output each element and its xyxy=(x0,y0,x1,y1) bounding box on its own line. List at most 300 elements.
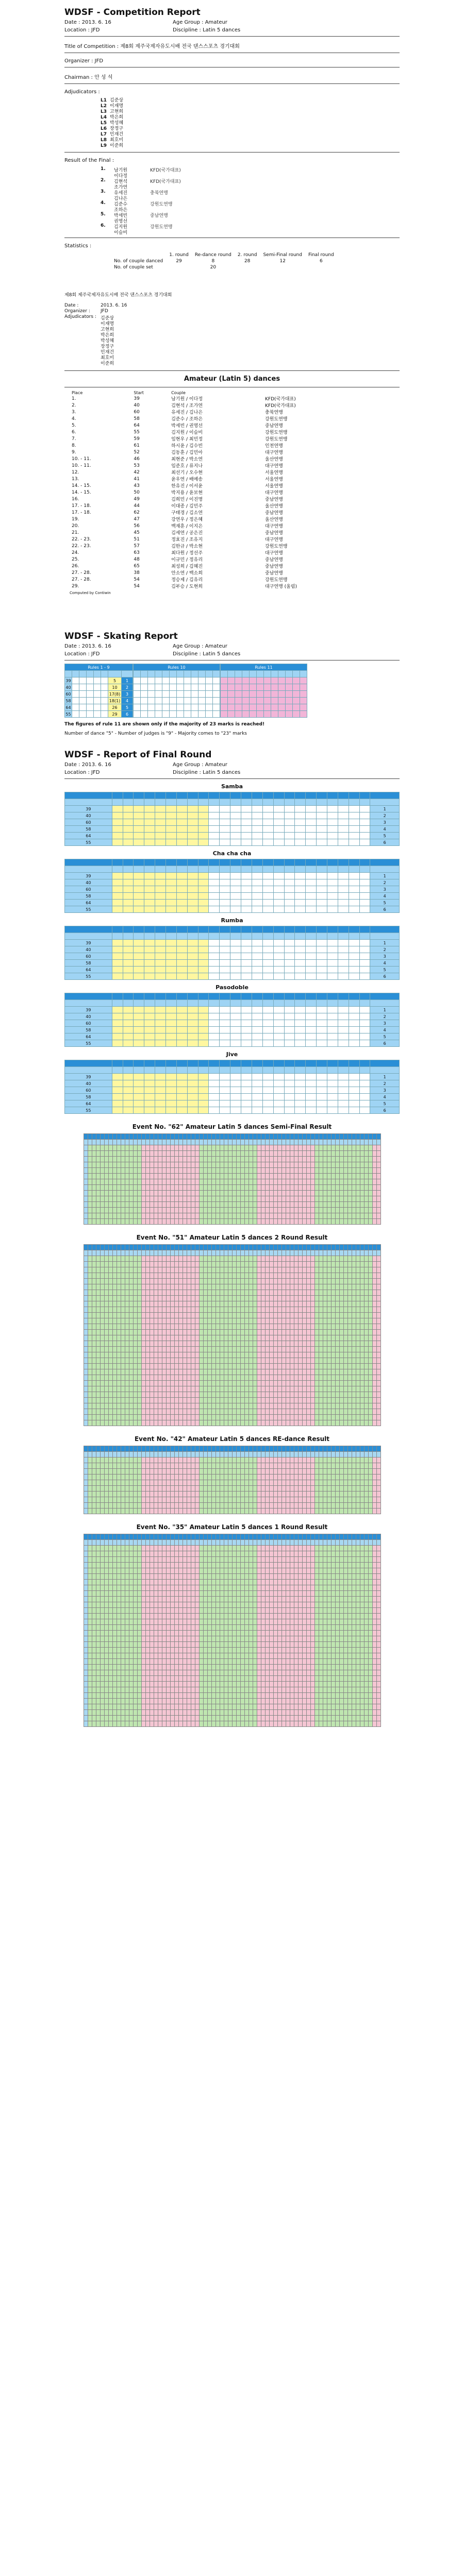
event-grid-cell xyxy=(298,1386,302,1392)
event-grid-cell xyxy=(162,1409,166,1415)
event-grid-row xyxy=(84,1375,380,1381)
event-grid-cell xyxy=(88,1279,92,1284)
dance-calc-cell xyxy=(317,1074,327,1080)
dance-judge-mark xyxy=(155,946,166,953)
skating-cell xyxy=(141,677,148,684)
dance-calc-cell xyxy=(317,946,327,953)
event-grid-cell xyxy=(191,1196,195,1202)
event-grid-cell xyxy=(364,1324,368,1330)
event-grid-cell xyxy=(162,1341,166,1347)
event-grid-header-cell xyxy=(191,1245,195,1250)
dance-judge-mark xyxy=(144,886,155,893)
dance-calc-cell xyxy=(306,1033,317,1040)
event-grid-cell xyxy=(112,1213,117,1219)
event-grid-cell xyxy=(339,1347,343,1352)
event-grid-cell xyxy=(286,1179,290,1185)
final-row xyxy=(101,189,400,195)
event-grid-cell xyxy=(112,1364,117,1369)
event-grid-cell xyxy=(154,1341,158,1347)
event-grid-cell xyxy=(339,1392,343,1398)
event-grid-cell xyxy=(281,1202,286,1208)
event-grid-cell xyxy=(368,1403,372,1409)
event-grid-cell xyxy=(141,1398,145,1403)
event-grid-cell xyxy=(319,1364,323,1369)
skating-cell xyxy=(198,684,206,691)
dance-header-cell xyxy=(327,859,338,866)
dance-calc-cell xyxy=(317,1020,327,1027)
dance-header-cell xyxy=(359,792,370,799)
event-grid-cell xyxy=(265,1213,269,1219)
event-grid-cell xyxy=(207,1219,211,1225)
event-grid-cell xyxy=(195,1219,199,1225)
dance-header-cell xyxy=(220,993,230,1000)
event-grid-subheader-cell xyxy=(306,1250,310,1256)
dance-calc-cell xyxy=(349,900,359,906)
event-grid-cell xyxy=(335,1381,339,1386)
dance-calc-cell xyxy=(273,833,284,839)
event-grid-cell xyxy=(145,1267,150,1273)
event-grid-cell xyxy=(277,1168,281,1174)
event-grid-cell xyxy=(220,1364,224,1369)
event-grid-cell xyxy=(376,1358,380,1364)
event-grid-cell xyxy=(248,1162,253,1168)
event-grid-row xyxy=(84,1174,380,1179)
event-grid-cell xyxy=(294,1202,298,1208)
event-grid-header-cell xyxy=(331,1134,335,1140)
event-grid-cell xyxy=(141,1273,145,1279)
event-grid-cell xyxy=(314,1318,319,1324)
dance-subheader-cell xyxy=(295,1067,306,1074)
event-grid-cell xyxy=(112,1168,117,1174)
event-grid-cell xyxy=(88,1213,92,1219)
event-grid-cell xyxy=(207,1375,211,1381)
dance-judge-mark xyxy=(198,1007,209,1013)
event-grid-cell xyxy=(368,1262,372,1267)
event-grid-cell xyxy=(170,1273,174,1279)
result-club: 인천연맹 xyxy=(265,444,283,449)
event-grid-cell xyxy=(216,1185,220,1191)
dance-judge-mark xyxy=(187,973,198,980)
event-grid-cell xyxy=(253,1273,257,1279)
dance-judge-mark xyxy=(144,1100,155,1107)
event-grid-cell xyxy=(125,1301,129,1307)
event-grid-cell xyxy=(290,1301,294,1307)
event-grid-cell xyxy=(323,1398,327,1403)
event-grid-cell xyxy=(96,1375,100,1381)
event-grid-cell xyxy=(199,1307,203,1313)
event-grid-cell xyxy=(195,1267,199,1273)
dance-calc-cell xyxy=(241,879,252,886)
dance-calc-cell xyxy=(338,967,349,973)
dance-subheader-cell xyxy=(144,1000,155,1007)
event-grid-cell xyxy=(216,1256,220,1262)
event-grid-cell xyxy=(224,1191,228,1196)
korean-info-key: Organizer : xyxy=(64,309,90,314)
dance-calc-cell xyxy=(306,940,317,946)
skating-discipline: Discipline : Latin 5 dances xyxy=(173,651,241,657)
event-grid-cell xyxy=(286,1335,290,1341)
dance-calc-cell xyxy=(359,839,370,846)
event-grid-cell xyxy=(273,1208,277,1213)
event-grid-cell xyxy=(145,1174,150,1179)
event-grid-cell xyxy=(162,1168,166,1174)
event-grid-cell xyxy=(273,1219,277,1225)
dance-calc-cell xyxy=(306,886,317,893)
event-grid-cell xyxy=(137,1191,141,1196)
dance-calc-cell xyxy=(338,826,349,833)
event-grid-cell xyxy=(310,1279,314,1284)
dance-calc-cell xyxy=(220,826,230,833)
event-grid-cell xyxy=(248,1179,253,1185)
event-grid-cell xyxy=(347,1279,352,1284)
event-grid-header-cell xyxy=(232,1134,236,1140)
event-grid-cell xyxy=(174,1341,178,1347)
event-grid-cell xyxy=(129,1330,133,1335)
dance-header-cell xyxy=(155,926,166,933)
event-grid-header-cell xyxy=(88,1134,92,1140)
event-grid-cell xyxy=(327,1256,331,1262)
event-grid-header-cell xyxy=(244,1245,248,1250)
event-grid-cell xyxy=(96,1335,100,1341)
stats-header: Semi-Final round xyxy=(263,252,302,258)
event-grid-cell xyxy=(183,1318,187,1324)
event-grid-cell xyxy=(236,1151,240,1157)
event-grid-cell xyxy=(232,1196,236,1202)
event-grid-cell xyxy=(339,1191,343,1196)
event-grid-cell xyxy=(191,1335,195,1341)
event-grid-cell xyxy=(236,1330,240,1335)
event-grid-cell xyxy=(277,1284,281,1290)
event-grid-cell xyxy=(343,1162,347,1168)
event-grid-cell xyxy=(145,1301,150,1307)
event-grid-cell xyxy=(232,1208,236,1213)
dance-calc-cell xyxy=(220,879,230,886)
dance-header-cell xyxy=(65,993,112,1000)
event-grid-cell xyxy=(257,1347,261,1352)
event-grid-cell xyxy=(174,1168,178,1174)
dance-header-cell xyxy=(176,1060,187,1067)
dance-calc-cell xyxy=(359,812,370,819)
dance-judge-mark xyxy=(166,833,177,839)
skating-subheader-cell xyxy=(155,671,162,677)
event-grid-cell xyxy=(154,1381,158,1386)
event-grid-cell xyxy=(257,1318,261,1324)
dance-judge-mark xyxy=(134,833,144,839)
event-grid-cell xyxy=(331,1358,335,1364)
event-grid-cell xyxy=(121,1213,125,1219)
result-start-no: 44 xyxy=(134,503,140,509)
event-grid-subheader-cell xyxy=(162,1140,166,1145)
skating-cell xyxy=(221,711,228,718)
event-grid-cell xyxy=(277,1307,281,1313)
result-couple: 최성희 / 김혜진 xyxy=(171,564,203,569)
event-grid-cell xyxy=(154,1273,158,1279)
event-grid-cell xyxy=(302,1358,306,1364)
event-grid-cell xyxy=(100,1307,104,1313)
event-grid-header-cell xyxy=(117,1134,121,1140)
event-grid-cell xyxy=(166,1256,170,1262)
event-grid-cell xyxy=(244,1335,248,1341)
event-grid-header-cell xyxy=(187,1134,191,1140)
event-grid-cell xyxy=(244,1157,248,1162)
event-grid-header-cell xyxy=(327,1245,331,1250)
event-grid-cell xyxy=(199,1202,203,1208)
event-grid-cell xyxy=(125,1208,129,1213)
event-grid-cell xyxy=(376,1174,380,1179)
event-grid-cell xyxy=(347,1151,352,1157)
skating-cell xyxy=(271,711,278,718)
event-grid-subheader-cell xyxy=(228,1140,232,1145)
final-club xyxy=(150,183,202,189)
event-grid-header-cell xyxy=(302,1134,306,1140)
dance-calc-cell xyxy=(220,1033,230,1040)
event-grid-cell xyxy=(248,1330,253,1335)
dance-header-cell xyxy=(187,859,198,866)
dance-header-cell xyxy=(187,792,198,799)
event-grid-cell xyxy=(335,1273,339,1279)
dance-subheader-cell xyxy=(123,799,134,806)
event-grid-cell xyxy=(158,1279,162,1284)
event-grid-cell xyxy=(356,1335,360,1341)
event-grid-cell xyxy=(112,1409,117,1415)
event-grid-cell xyxy=(290,1256,294,1262)
event-grid-cell xyxy=(306,1168,310,1174)
event-grid-cell xyxy=(248,1202,253,1208)
dance-judge-mark xyxy=(144,819,155,826)
dance-judge-mark xyxy=(166,1080,177,1087)
dance-calc-cell xyxy=(220,1027,230,1033)
event-grid-subheader-cell xyxy=(306,1140,310,1145)
dance-header xyxy=(65,792,400,799)
event-grid-cell xyxy=(199,1301,203,1307)
event-grid-cell xyxy=(137,1151,141,1157)
result-couple: 박세빈 / 권영선 xyxy=(171,423,203,429)
dance-header-cell xyxy=(359,1060,370,1067)
event-grid-cell xyxy=(137,1157,141,1162)
dance-calc-cell xyxy=(306,967,317,973)
event-grid-cell xyxy=(236,1352,240,1358)
skating-cell xyxy=(228,677,235,684)
event-grid-row xyxy=(84,1364,380,1369)
event-grid-cell xyxy=(104,1290,108,1296)
event-grid-cell xyxy=(314,1341,319,1347)
result-start-no: 59 xyxy=(134,436,140,442)
event-grid-cell xyxy=(187,1409,191,1415)
dance-calc-cell xyxy=(220,1074,230,1080)
final-position xyxy=(101,229,114,234)
event-grid-cell xyxy=(310,1307,314,1313)
event-grid-cell xyxy=(129,1290,133,1296)
event-grid-cell xyxy=(294,1375,298,1381)
event-grid-cell xyxy=(133,1208,137,1213)
result-place: 14. - 15. xyxy=(72,483,91,488)
event-grid-cell xyxy=(133,1273,137,1279)
event-grid-cell xyxy=(211,1273,216,1279)
event-grid-cell xyxy=(228,1196,232,1202)
event-grid-cell xyxy=(244,1185,248,1191)
event-grid-cell xyxy=(211,1296,216,1301)
dance-judge-mark xyxy=(155,819,166,826)
event-grid-cell xyxy=(220,1290,224,1296)
event-grid-cell xyxy=(360,1191,364,1196)
event-grid-cell xyxy=(88,1364,92,1369)
event-grid-cell xyxy=(211,1330,216,1335)
event-grid-cell xyxy=(117,1256,121,1262)
dance-judge-mark xyxy=(112,893,123,900)
skating-cell xyxy=(286,711,293,718)
dance-calc-cell xyxy=(209,1107,220,1114)
event-grid-cell xyxy=(216,1369,220,1375)
event-grid-cell xyxy=(166,1179,170,1185)
event-grid-cell xyxy=(372,1318,376,1324)
event-grid-cell xyxy=(162,1208,166,1213)
skating-mark xyxy=(72,691,79,698)
dance-calc-cell xyxy=(317,1087,327,1094)
event-grid-cell xyxy=(248,1398,253,1403)
event-grid-cell xyxy=(224,1324,228,1330)
event-grid-cell xyxy=(319,1301,323,1307)
event-grid-cell xyxy=(298,1403,302,1409)
event-grid-cell xyxy=(170,1381,174,1386)
dance-judge-mark xyxy=(166,1007,177,1013)
dance-calc-cell xyxy=(306,1094,317,1100)
event-grid-cell xyxy=(207,1284,211,1290)
event-grid-cell xyxy=(199,1409,203,1415)
event-grid-cell xyxy=(269,1403,273,1409)
event-grid-cell xyxy=(265,1208,269,1213)
event-grid-cell xyxy=(224,1341,228,1347)
korean-info-value: 박은희 xyxy=(101,333,114,338)
event-grid-cell xyxy=(207,1330,211,1335)
event-grid-cell xyxy=(310,1358,314,1364)
dance-calc-cell xyxy=(317,1107,327,1114)
event-grid-cell xyxy=(286,1290,290,1296)
event-grid-header-cell xyxy=(121,1245,125,1250)
event-grid-cell xyxy=(240,1403,244,1409)
event-grid-cell xyxy=(220,1313,224,1318)
dance-judge-mark xyxy=(155,839,166,846)
final-round-discipline: Discipline : Latin 5 dances xyxy=(173,770,241,775)
event-grid-cell xyxy=(248,1256,253,1262)
skating-cell xyxy=(141,684,148,691)
result-club: KFD(국가대표) xyxy=(265,397,296,402)
event-grid-cell xyxy=(141,1162,145,1168)
dance-calc-cell xyxy=(262,833,273,839)
event-grid-header-cell xyxy=(170,1134,174,1140)
dance-place: 3 xyxy=(370,953,400,960)
event-grid-cell xyxy=(129,1196,133,1202)
event-grid-cell xyxy=(158,1256,162,1262)
event-grid-cell xyxy=(331,1191,335,1196)
dance-judge-mark xyxy=(166,1074,177,1080)
skating-subheader-cell xyxy=(278,671,286,677)
event-grid-cell xyxy=(323,1179,327,1185)
event-grid-cell xyxy=(158,1262,162,1267)
event-grid-cell xyxy=(372,1185,376,1191)
event-grid-cell xyxy=(207,1191,211,1196)
event-grid-cell xyxy=(376,1335,380,1341)
dance-subheader-cell xyxy=(176,1067,187,1074)
event-grid-cell xyxy=(302,1296,306,1301)
dance-calc-cell xyxy=(295,967,306,973)
event-grid-cell xyxy=(199,1157,203,1162)
event-grid-cell xyxy=(158,1324,162,1330)
event-grid-cell xyxy=(269,1185,273,1191)
event-grid-cell xyxy=(294,1352,298,1358)
event-grid-cell xyxy=(145,1335,150,1341)
event-grid-cell xyxy=(133,1213,137,1219)
dance-calc-cell xyxy=(284,1020,295,1027)
dance-subheader-cell xyxy=(155,1067,166,1074)
event-grid-cell xyxy=(162,1290,166,1296)
dance-calc-cell xyxy=(317,900,327,906)
event-grid-cell xyxy=(195,1151,199,1157)
event-grid-cell xyxy=(319,1168,323,1174)
dance-judge-mark xyxy=(112,953,123,960)
event-grid-cell xyxy=(286,1202,290,1208)
event-grid-cell xyxy=(141,1213,145,1219)
event-grid-cell xyxy=(216,1330,220,1335)
dance-calc-cell xyxy=(317,1007,327,1013)
event-grid-cell xyxy=(170,1157,174,1162)
dance-calc-cell xyxy=(284,940,295,946)
event-grid-cell xyxy=(343,1267,347,1273)
dance-subheader-cell xyxy=(273,799,284,806)
event-grid-cell xyxy=(356,1284,360,1290)
event-grid-header-cell xyxy=(133,1134,137,1140)
dance-calc-cell xyxy=(241,946,252,953)
event-grid-cell xyxy=(112,1185,117,1191)
korean-info-value: 2013. 6. 16 xyxy=(101,303,127,308)
event-grid-cell xyxy=(133,1157,137,1162)
event-grid-cell xyxy=(137,1267,141,1273)
dance-subheader-cell xyxy=(166,866,177,873)
event-grid-cell xyxy=(203,1213,207,1219)
dance-judge-mark xyxy=(166,1040,177,1047)
event-grid-cell xyxy=(236,1273,240,1279)
skating-mark xyxy=(79,684,87,691)
event-grid-cell xyxy=(294,1403,298,1409)
event-grid-cell xyxy=(158,1219,162,1225)
dance-subheader-cell xyxy=(230,933,241,940)
event-grid-cell xyxy=(96,1318,100,1324)
dance-judge-mark xyxy=(155,1074,166,1080)
dance-calc-cell xyxy=(262,826,273,833)
event-grid-subheader-cell xyxy=(244,1140,248,1145)
adjudicator-name: 이재명 xyxy=(110,104,124,109)
dance-calc-cell xyxy=(284,953,295,960)
event-grid-cell xyxy=(265,1157,269,1162)
event-grid-subheader-cell xyxy=(216,1250,220,1256)
event-grid-cell xyxy=(84,1313,88,1318)
event-grid-cell xyxy=(199,1219,203,1225)
event-grid-cell xyxy=(248,1262,253,1267)
event-grid-cell xyxy=(302,1301,306,1307)
event-grid-cell xyxy=(273,1381,277,1386)
event-grid-cell xyxy=(137,1196,141,1202)
event-grid-cell xyxy=(125,1381,129,1386)
event-grid-cell xyxy=(253,1157,257,1162)
event-grid-cell xyxy=(273,1352,277,1358)
event-grid-cell xyxy=(203,1273,207,1279)
event-grid-cell xyxy=(327,1168,331,1174)
event-grid-cell xyxy=(88,1307,92,1313)
event-grid-cell xyxy=(294,1318,298,1324)
dance-subheader-cell xyxy=(284,866,295,873)
event-grid-cell xyxy=(269,1392,273,1398)
event-grid-cell xyxy=(207,1358,211,1364)
dance-subheader-cell xyxy=(295,866,306,873)
